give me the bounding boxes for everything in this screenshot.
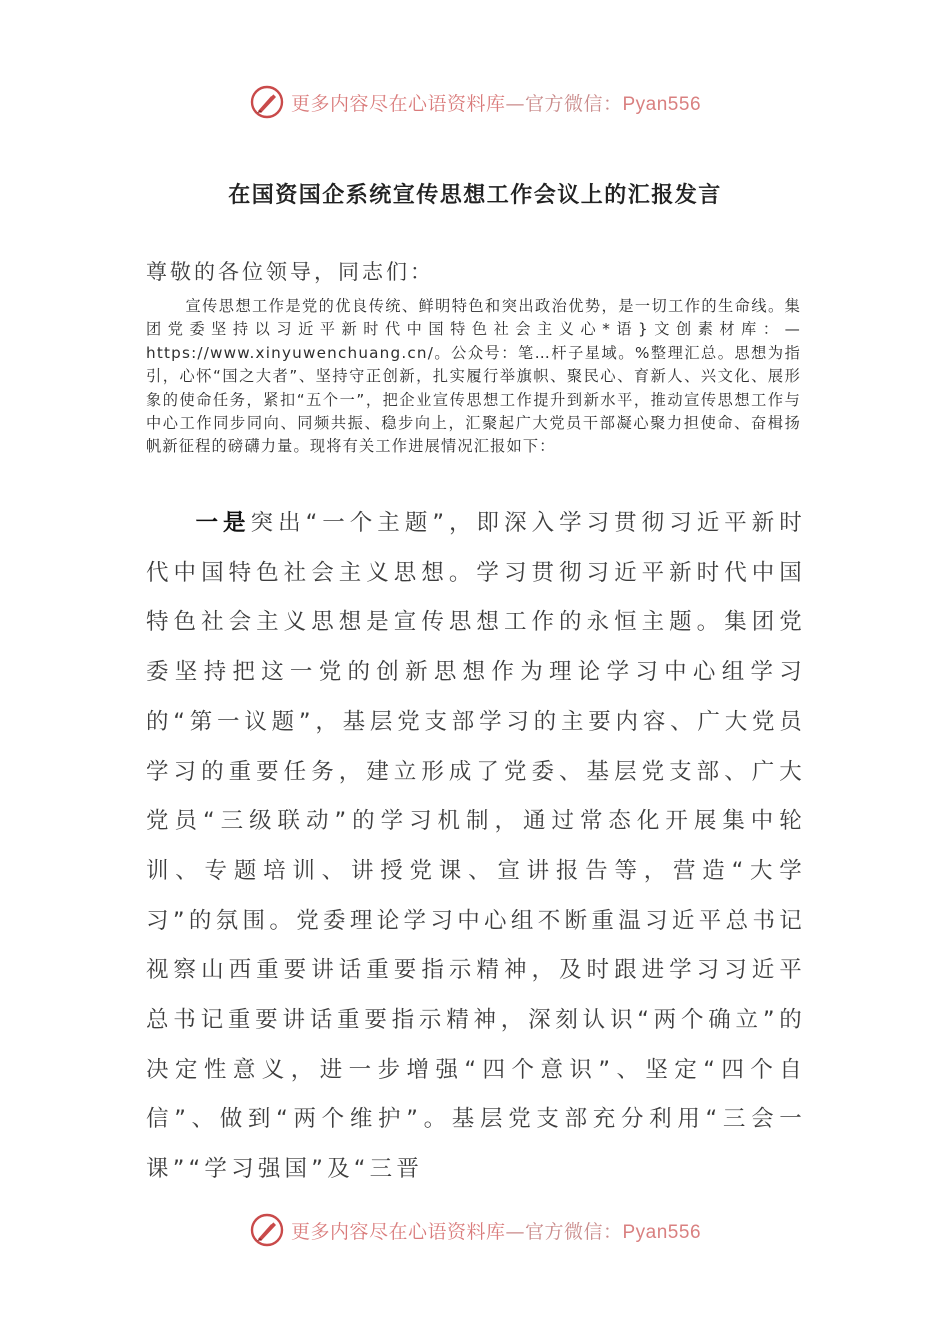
watermark-text-b: —官方微信： — [505, 1220, 623, 1243]
watermark-wechat-id: Pyan556 — [622, 93, 702, 115]
paragraph-lead: 一是 — [195, 510, 251, 536]
watermark-text — [291, 89, 701, 116]
watermark-text-a: 更多内容尽在心语资料库 — [290, 92, 506, 115]
paragraph-text: 突出“一个主题”，即深入学习贯彻习近平新时代中国特色社会主义思想。学习贯彻习近平新时代中国特色社会主义思想是宣传思想工作的永恒主题。集团党委坚持把这一党的创新思想作为理论学习中心组学习的“第一议题”，基层党支部学习的主要内容、广大党员学习的重要任务，建立形成了党委、基层党支部、广大党员“三级联动”的学习机制，通过常态化开展集中轮训、专题培训、讲授党课、宣讲报告等，营造“大学习”的氛围。党委理论学习中心组不断重温习近平总书记视察山西重要讲话重要指示精神，及时跟进学习习近平总书记重要讲话重要指示精神，深刻认识“两个确立”的决定性意义，进一步增强“四个意识”、坚定“四个自信”、做到“两个维护”。基层党支部充分利用“三会一课”“学习强国”及“三晋 — [146, 510, 806, 1183]
pen-logo-icon — [249, 1212, 285, 1248]
watermark-wechat-id: Pyan556 — [622, 1221, 702, 1243]
pen-logo-icon — [249, 84, 285, 120]
salutation: 尊敬的各位领导，同志们： — [146, 260, 434, 284]
document-title: 在国资国企系统宣传思想工作会议上的汇报发言 — [228, 183, 722, 208]
watermark-text-a: 更多内容尽在心语资料库 — [290, 1220, 506, 1243]
watermark-text — [291, 1217, 701, 1244]
header-watermark-banner — [0, 78, 950, 126]
watermark-text-b: —官方微信： — [505, 92, 623, 115]
body-paragraph-1 — [146, 499, 806, 1195]
intro-paragraph: 宣传思想工作是党的优良传统、鲜明特色和突出政治优势，是一切工作的生命线。集团党委坚持以习近平新时代中国特色社会主义心*语}文创素材库：—https://www.xinyuwenchuang.cn/。公众号：笔…杆子星域。%整理汇总。思想为指引，心怀“国之大者”、坚持守正创新，扎实履行举旗帜、聚民心、育新人、兴文化、展形象的使命任务，紧扣“五个一”，把企业宣传思想工作提升到新水平，推动宣传思想工作与中心工作同步同向、同频共振、稳步向上，汇聚起广大党员干部凝心聚力担使命、奋楫扬帆新征程的磅礴力量。现将有关工作进展情况汇报如下： — [146, 297, 801, 456]
footer-watermark-banner — [0, 1206, 950, 1254]
